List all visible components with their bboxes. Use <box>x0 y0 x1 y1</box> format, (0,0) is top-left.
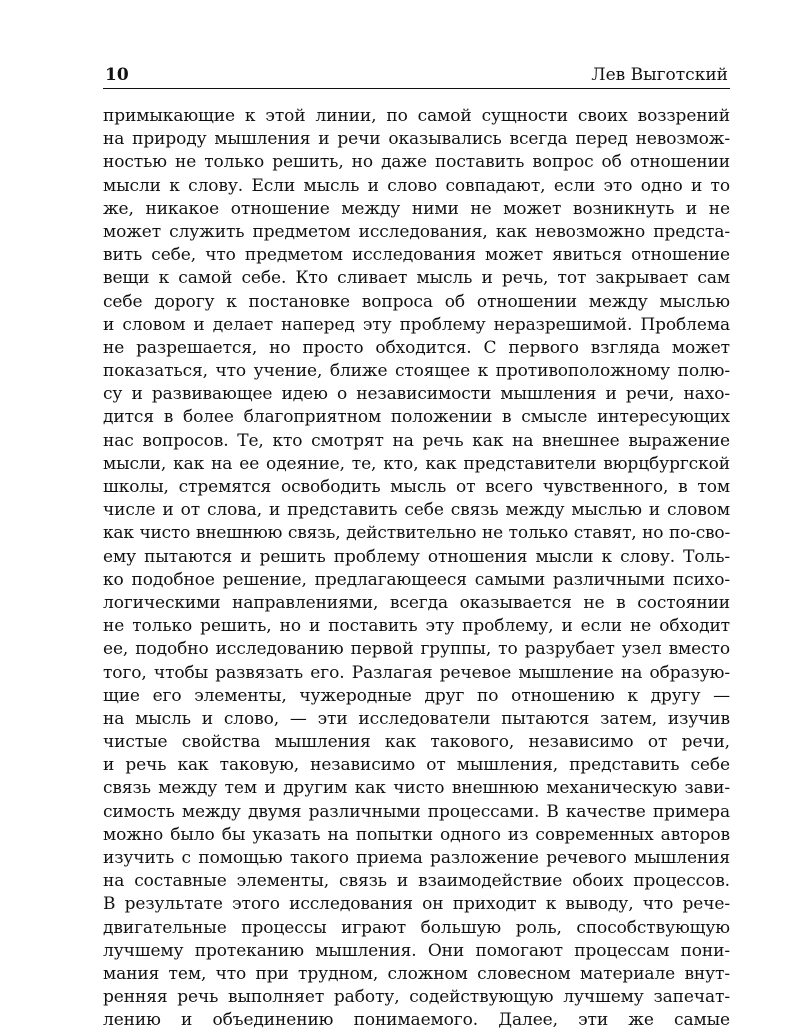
text-line: щие его элементы, чужеродные друг по отношению к другу — <box>103 685 730 706</box>
text-line: В результате этого исследования он приходит к выводу, что рече- <box>103 894 730 915</box>
text-line: вить себе, что предметом исследования может явиться отношение <box>103 245 730 266</box>
text-line: лению и объединению понимаемого. Далее, эти же самые <box>103 1010 730 1031</box>
text-line: показаться, что учение, ближе стоящее к противоположному полю- <box>103 361 730 382</box>
text-line: может служить предметом исследования, как невозможно предста- <box>103 221 730 242</box>
text-line: того, чтобы развязать его. Разлагая речевое мышление на образую- <box>103 662 730 683</box>
text-line: двигательные процессы играют большую роль, способствующую <box>103 917 730 938</box>
text-line: ее, подобно исследованию первой группы, то разрубает узел вместо <box>103 639 730 660</box>
text-line: на мысль и слово, — эти исследователи пытаются затем, изучив <box>103 708 730 729</box>
text-line: мания тем, что при трудном, сложном словесном материале внут- <box>103 963 730 984</box>
text-line: симость между двумя различными процессами. В качестве примера <box>103 801 730 822</box>
text-line: как чисто внешнюю связь, действительно не только ставят, но по-сво- <box>103 523 730 544</box>
text-line: не только решить, но и поставить эту проблему, и если не обходит <box>103 616 730 637</box>
book-page <box>103 62 730 1031</box>
text-line: мысли, как на ее одеяние, те, кто, как представители вюрцбургской <box>103 453 730 474</box>
text-line: на составные элементы, связь и взаимодействие обоих процессов. <box>103 871 730 892</box>
text-line: вещи к самой себе. Кто сливает мысль и речь, тот закрывает сам <box>103 268 730 289</box>
text-line: ему пытаются и решить проблему отношения мысли к слову. Толь- <box>103 546 730 567</box>
text-line: мысли к слову. Если мысль и слово совпадают, если это одно и то <box>103 175 730 196</box>
text-line: и речь как таковую, независимо от мышления, представить себе <box>103 755 730 776</box>
text-line: чистые свойства мышления как такового, независимо от речи, <box>103 732 730 753</box>
text-line: связь между тем и другим как чисто внешнюю механическую зави- <box>103 778 730 799</box>
text-line: же, никакое отношение между ними не может возникнуть и не <box>103 198 730 219</box>
text-line: су и развивающее идею о независимости мышления и речи, нахо- <box>103 384 730 405</box>
text-line: и словом и делает наперед эту проблему неразрешимой. Проблема <box>103 314 730 335</box>
text-line: примыкающие к этой линии, по самой сущности своих воззрений <box>103 106 730 126</box>
body-text <box>103 105 730 1033</box>
page-number: 10 <box>105 65 129 85</box>
running-head-author: Лев Выготский <box>591 65 728 85</box>
text-line: ко подобное решение, предлагающееся самыми различными психо- <box>103 569 730 590</box>
text-line: себе дорогу к постановке вопроса об отношении между мыслью <box>103 291 730 312</box>
text-line: не разрешается, но просто обходится. С первого взгляда может <box>103 337 730 358</box>
text-line: можно было бы указать на попытки одного из современных авторов <box>103 824 730 845</box>
text-line: лучшему протеканию мышления. Они помогают процессам пони- <box>103 940 730 961</box>
text-line: нас вопросов. Те, кто смотрят на речь как на внешнее выражение <box>103 430 730 451</box>
running-head <box>103 62 730 88</box>
header-rule <box>103 88 730 89</box>
text-line: изучить с помощью такого приема разложение речевого мышления <box>103 848 730 868</box>
text-line: на природу мышления и речи оказывались всегда перед невозмож- <box>103 129 730 150</box>
text-line: ностью не только решить, но даже поставить вопрос об отношении <box>103 152 730 173</box>
text-line: дится в более благоприятном положении в смысле интересующих <box>103 407 730 428</box>
text-line: логическими направлениями, всегда оказывается не в состоянии <box>103 592 730 613</box>
text-line: ренняя речь выполняет работу, содействующую лучшему запечат- <box>103 987 730 1008</box>
text-line: школы, стремятся освободить мысль от всего чувственного, в том <box>103 477 730 497</box>
text-line: числе и от слова, и представить себе связь между мыслью и словом <box>103 500 730 521</box>
